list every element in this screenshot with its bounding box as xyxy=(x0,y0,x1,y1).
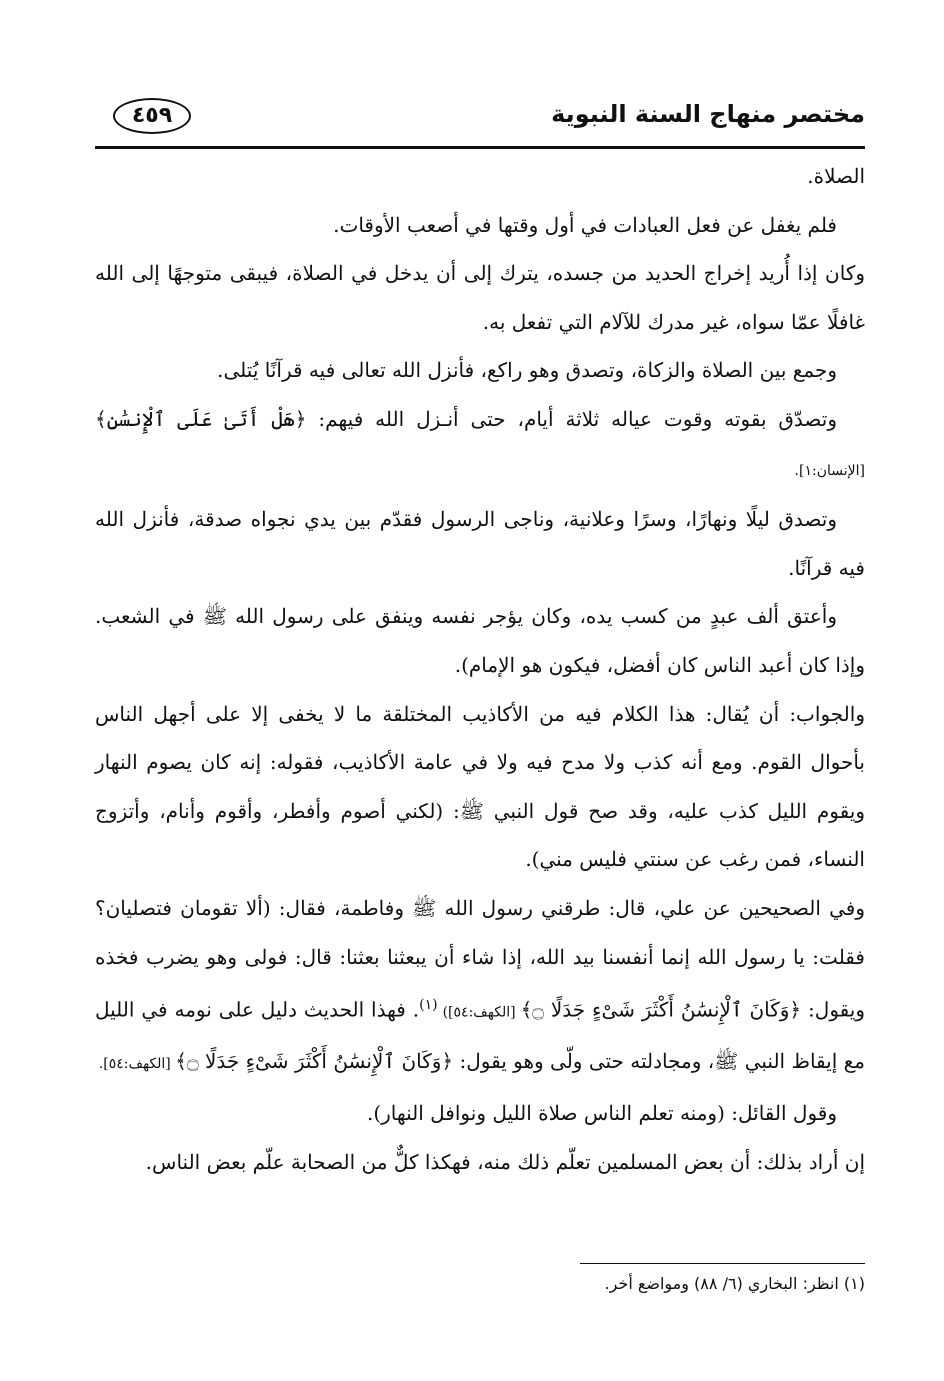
citation: [الكهف:٥٤]. xyxy=(98,1056,176,1073)
citation: [الكهف:٥٤]) xyxy=(437,1004,521,1021)
paragraph-3: وكان إذا أُريد إخراج الحديد من جسده، يترك إلى أن يدخل في الصلاة، فيبقى متوجهًا إلى الله غافلًا عمّا سواه، غير مدرك للآلام التي تفعل به. xyxy=(95,261,865,334)
paragraph-6: وتصدق ليلًا ونهارًا، وسرًا وعلانية، وناجى الرسول فقدّم بين يدي نجواه صدقة، فأنزل الله فيه قرآنًا. xyxy=(95,507,865,580)
paragraph-2: فلم يغفل عن فعل العبادات في أول وقتها في أصعب الأوقات. xyxy=(333,212,837,237)
paragraph-9-text-b: . فهذا الحديث دليل على نومه في الليل مع إيقاظ النبي ﷺ، ومجادلته حتى ولّى وهو يقول: xyxy=(95,997,865,1074)
running-title: مختصر منهاج السنة النبوية xyxy=(551,100,865,128)
quran-verse: ﴿هَلْ أَتَىٰ عَلَى ٱلْإِنسَٰنِ﴾ xyxy=(95,406,307,431)
paragraph-9-text-a: وفي الصحيحين عن علي، قال: طرقني رسول الله ﷺ وفاطمة، فقال: (ألا تقومان فتصليان؟ فقلت: يا رسول الله إنما أنفسنا بيد الله، إذا شاء أن يبعثنا بعثنا: قال: فولى وهو يضرب فخذه ويقول: xyxy=(95,895,865,1022)
body-text xyxy=(95,152,865,1186)
quran-verse: ﴿وَكَانَ ٱلْإِنسَٰنُ أَكْثَرَ شَىْءٍ جَدَلًا ۝﴾ xyxy=(175,1049,454,1074)
page-number-badge: ٤٥٩ xyxy=(113,98,191,134)
paragraph-8: والجواب: أن يُقال: هذا الكلام فيه من الأكاذيب المختلقة ما لا يخفى إلا على أجهل الناس بأحوال القوم. ومع أنه كذب ولا مدح فيه ولا في عامة الأكاذيب، فقوله: إنه كان يصوم النهار ويقوم الليل كذب عليه، وقد صح قول النبي ﷺ: (لكني أصوم وأفطر، وأقوم وأنام، وأتزوج النساء، فمن رغب عن سنتي فليس مني). xyxy=(95,701,865,872)
paragraph-1: الصلاة. xyxy=(807,164,865,188)
citation: [الإنسان:١]. xyxy=(794,462,865,479)
paragraph-11: إن أراد بذلك: أن بعض المسلمين تعلّم ذلك منه، فهكذا كلٌّ من الصحابة علّم بعض الناس. xyxy=(145,1149,865,1174)
paragraph-10: وقول القائل: (ومنه تعلم الناس صلاة الليل ونوافل النهار). xyxy=(366,1100,837,1125)
paragraph-9 xyxy=(95,884,865,1089)
page-header xyxy=(95,88,865,148)
paragraph-7: وأعتق ألف عبدٍ من كسب يده، وكان يؤجر نفسه وينفق على رسول الله ﷺ في الشعب. وإذا كان أعبد الناس كان أفضل، فيكون هو الإمام). xyxy=(95,604,865,677)
header-rule xyxy=(95,146,865,149)
footnote-rule xyxy=(580,1263,865,1264)
footnote: (١) انظر: البخاري (٦/ ٨٨) ومواضع أخر. xyxy=(604,1274,865,1293)
paragraph-5-text: وتصدّق بقوته وقوت عياله ثلاثة أيام، حتى أنـزل الله فيهم: xyxy=(306,406,837,431)
quran-verse: ﴿وَكَانَ ٱلْإِنسَٰنُ أَكْثَرَ شَىْءٍ جَدَلًا ۝﴾ xyxy=(520,997,802,1022)
paragraph-5 xyxy=(95,395,865,495)
paragraph-4: وجمع بين الصلاة والزكاة، وتصدق وهو راكع، فأنزل الله تعالى فيه قرآنًا يُتلى. xyxy=(217,358,837,383)
footnote-marker: (١) xyxy=(419,997,438,1014)
